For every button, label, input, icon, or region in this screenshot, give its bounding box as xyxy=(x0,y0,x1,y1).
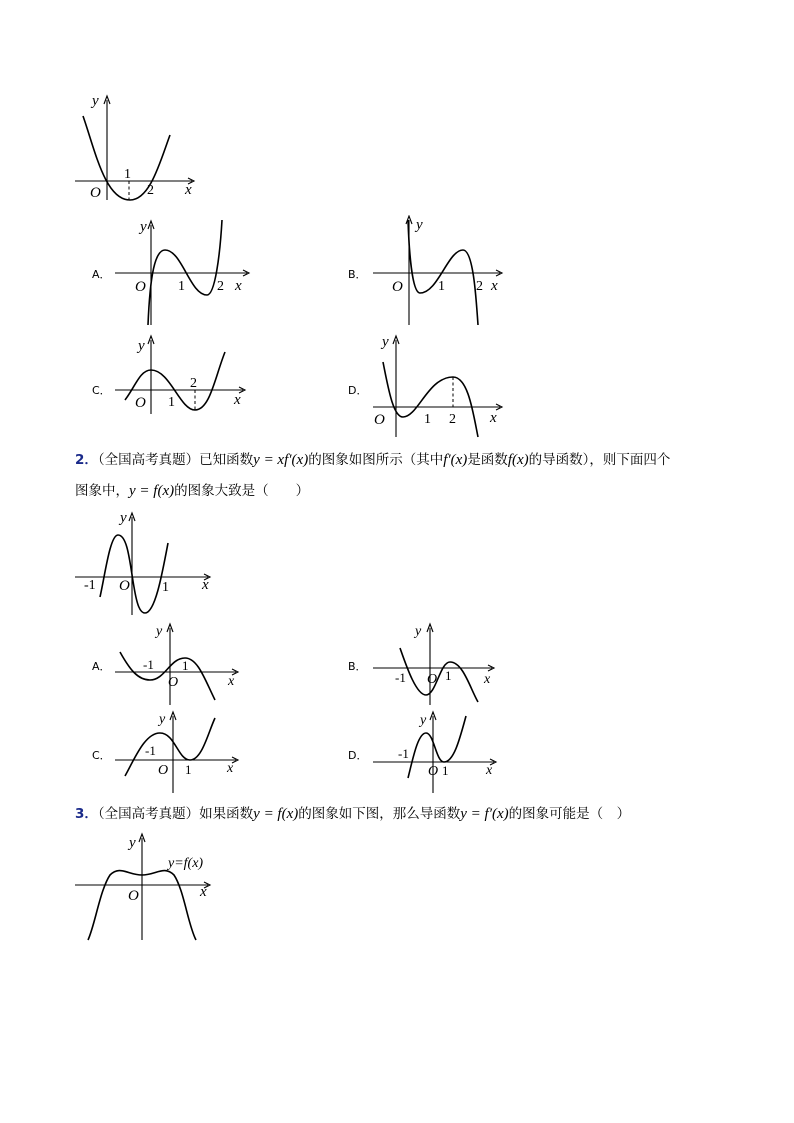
q1-option-c-graph[interactable] xyxy=(110,332,260,417)
tick-label: 2 xyxy=(449,412,456,427)
option-b-label[interactable]: B． xyxy=(348,660,367,673)
q2-stem-line2 xyxy=(75,476,735,506)
q1-option-d-graph[interactable] xyxy=(368,332,518,442)
q2-option-d-graph[interactable] xyxy=(368,708,503,798)
tick-label: 1 xyxy=(168,395,175,410)
y-axis-label: y xyxy=(159,712,166,727)
origin-label: O xyxy=(427,672,438,687)
option-d-label[interactable]: D． xyxy=(348,749,368,762)
origin-label: O xyxy=(428,764,439,779)
tick-label: 2 xyxy=(190,376,197,391)
q2-text: 图象中， xyxy=(75,483,129,499)
origin-label: O xyxy=(128,888,139,904)
origin-label: O xyxy=(135,279,146,295)
y-axis-label: y xyxy=(140,219,147,235)
q3-expr: y = f′(x) xyxy=(460,806,509,822)
q2-option-c-graph[interactable] xyxy=(110,708,245,798)
origin-label: O xyxy=(374,412,385,428)
q3-number: 3． xyxy=(75,806,98,822)
y-axis-label: y xyxy=(420,713,427,728)
q2-source: （全国高考真题） xyxy=(97,452,200,468)
x-axis-label: x xyxy=(227,761,234,776)
tick-label: 1 xyxy=(445,668,452,683)
q2-expr: f(x) xyxy=(507,452,529,468)
option-c-label[interactable]: C． xyxy=(92,384,111,397)
q2-expr: y = xf′(x) xyxy=(253,452,309,468)
q2-text: 已知函数 xyxy=(199,452,254,468)
y-axis-label: y xyxy=(129,835,136,851)
tick-label: -1 xyxy=(398,746,409,761)
tick-label: 1 xyxy=(182,658,189,673)
x-axis-label: x xyxy=(486,763,493,778)
x-axis-label: x xyxy=(228,674,235,689)
tick-label: 1 xyxy=(442,763,449,778)
x-axis-label: x xyxy=(491,278,498,294)
tick-label: 2 xyxy=(217,279,224,294)
y-axis-label: y xyxy=(120,510,127,526)
curve-label: y=f(x) xyxy=(168,856,204,871)
x-axis-label: x xyxy=(484,672,491,687)
q3-stem xyxy=(75,799,735,829)
tick-label: 1 xyxy=(124,167,131,182)
origin-label: O xyxy=(119,578,130,594)
q3-text: 如果函数 xyxy=(199,806,254,822)
x-axis-label: x xyxy=(490,410,497,426)
option-a-label[interactable]: A． xyxy=(92,268,111,281)
q3-expr: y = f(x) xyxy=(253,806,299,822)
q1-main-graph xyxy=(70,90,200,205)
tick-label: 1 xyxy=(424,412,431,427)
x-axis-label: x xyxy=(202,577,209,593)
option-b-label[interactable]: B． xyxy=(348,268,367,281)
option-c-label[interactable]: C． xyxy=(92,749,111,762)
option-a-label[interactable]: A． xyxy=(92,660,111,673)
origin-label: O xyxy=(158,763,169,778)
q2-text: 的图象大致是（ ） xyxy=(174,483,310,499)
tick-label: -1 xyxy=(143,657,154,672)
tick-label: 1 xyxy=(162,580,169,595)
q3-text: 的图象可能是（ ） xyxy=(508,806,631,822)
q2-option-a-graph[interactable] xyxy=(110,620,245,710)
q2-expr: y = f(x) xyxy=(129,483,175,499)
tick-label: 1 xyxy=(438,279,445,294)
q2-expr: f′(x) xyxy=(443,452,468,468)
x-axis-label: x xyxy=(200,884,207,900)
origin-label: O xyxy=(168,675,179,690)
y-axis-label: y xyxy=(156,624,163,639)
q3-main-graph xyxy=(70,830,220,945)
y-axis-label: y xyxy=(382,334,389,350)
origin-label: O xyxy=(392,279,403,295)
q1-option-a-graph[interactable] xyxy=(110,215,260,330)
tick-label: -1 xyxy=(84,578,96,593)
q2-text: 的导函数），则下面四个 xyxy=(528,452,671,468)
q3-source: （全国高考真题） xyxy=(97,806,200,822)
x-axis-label: x xyxy=(185,182,192,198)
q2-option-b-graph[interactable] xyxy=(368,620,503,710)
x-axis-label: x xyxy=(234,392,241,408)
tick-label: 2 xyxy=(476,279,483,294)
tick-label: -1 xyxy=(395,670,406,685)
y-axis-label: y xyxy=(138,338,145,354)
tick-label: -1 xyxy=(145,743,156,758)
q2-text: 的图象如图所示（其中 xyxy=(308,452,444,468)
y-axis-label: y xyxy=(415,624,422,639)
option-d-label[interactable]: D． xyxy=(348,384,368,397)
q3-text: 的图象如下图，那么导函数 xyxy=(298,806,461,822)
origin-label: O xyxy=(135,395,146,411)
y-axis-label: y xyxy=(92,93,99,109)
y-axis-label: y xyxy=(416,217,423,233)
origin-label: O xyxy=(90,185,101,201)
q1-option-b-graph[interactable] xyxy=(368,215,518,330)
q2-stem-line1 xyxy=(75,445,735,475)
q2-number: 2． xyxy=(75,452,98,468)
x-axis-label: x xyxy=(235,278,242,294)
q2-main-graph xyxy=(70,505,220,620)
tick-label: 1 xyxy=(185,762,192,777)
tick-label: 2 xyxy=(147,183,154,198)
q2-text: 是函数 xyxy=(467,452,508,468)
tick-label: 1 xyxy=(178,279,185,294)
